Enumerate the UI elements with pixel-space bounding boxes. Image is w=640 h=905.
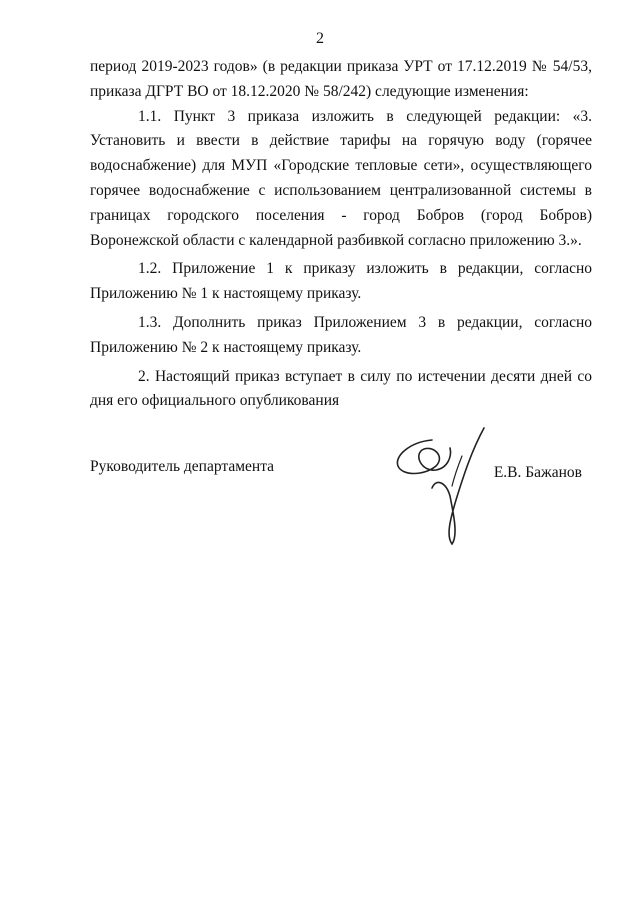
paragraph-2: 2. Настоящий приказ вступает в силу по истечении десяти дней со дня его официального опубликования xyxy=(90,367,592,410)
signature-block xyxy=(90,458,592,558)
page-number: 2 xyxy=(316,30,324,47)
paragraph-intro: период 2019-2023 годов» (в редакции приказа УРТ от 17.12.2019 № 54/53, приказа ДГРТ ВО от 18.12.2020 № 58/242) следующие изменения: xyxy=(90,58,592,100)
paragraph-1-1: 1.1. Пункт 3 приказа изложить в следующей редакции: «3. Установить и ввести в действие тарифы на горячую воду (горячее водоснабжение) для МУП «Городские тепловые сети», осуществляющего горячее водоснабжение с использованием централизованной системы в границах городского поселения - город Бобров (город Бобров) Воронежской области с календарной разбивкой согласно приложению 3.». xyxy=(90,107,592,249)
document-body xyxy=(90,55,592,414)
signatory-name: Е.В. Бажанов xyxy=(493,464,582,481)
handwritten-signature xyxy=(392,426,492,548)
paragraph-1-3: 1.3. Дополнить приказ Приложением 3 в редакции, согласно Приложению № 2 к настоящему приказу. xyxy=(90,313,592,356)
signatory-position: Руководитель департамента xyxy=(90,458,275,475)
paragraph-1-2: 1.2. Приложение 1 к приказу изложить в редакции, согласно Приложению № 1 к настоящему приказу. xyxy=(90,260,592,303)
